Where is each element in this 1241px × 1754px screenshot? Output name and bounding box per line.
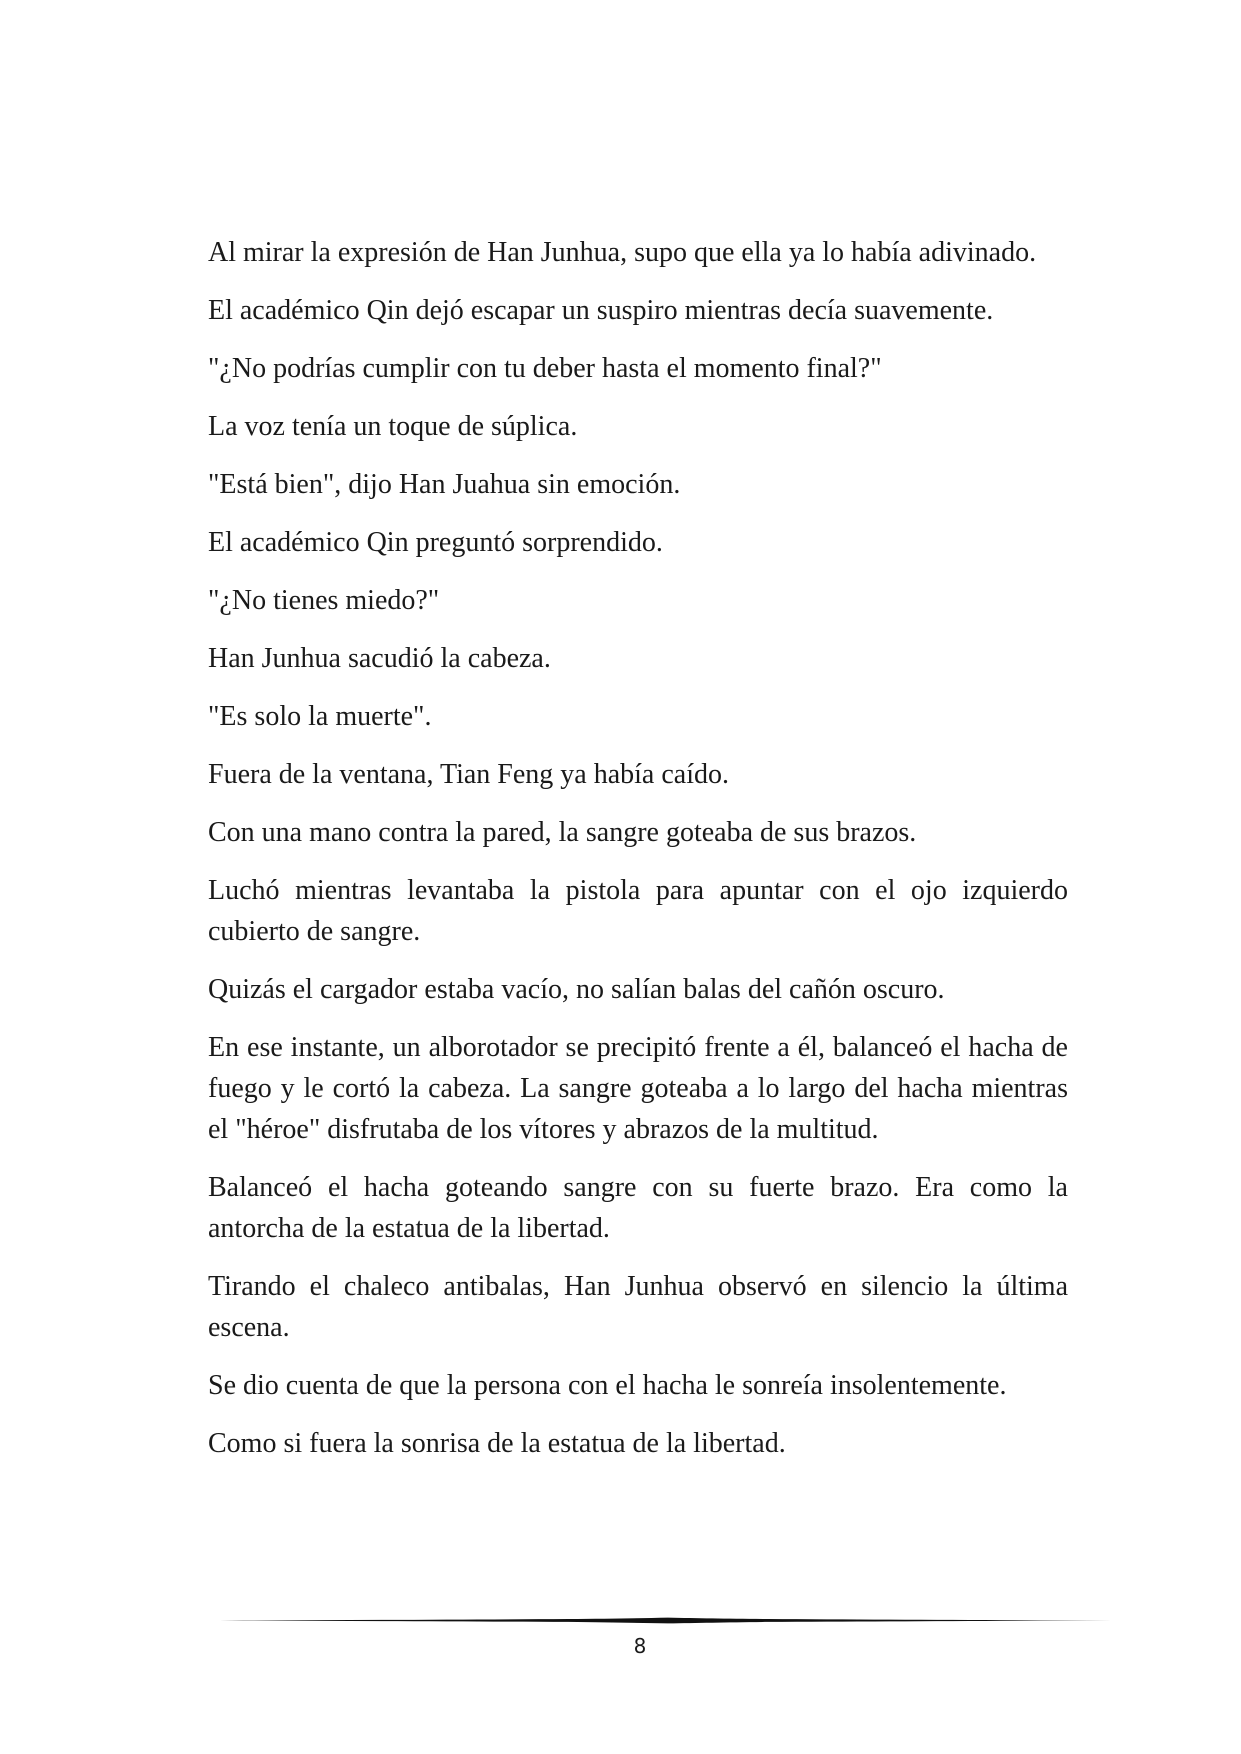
body-text — [208, 232, 1068, 1481]
page-number: 8 — [633, 1634, 647, 1658]
paragraph: En ese instante, un alborotador se precipitó frente a él, balanceó el hacha de fuego y le cortó la cabeza. La sangre goteaba a lo largo del hacha mientras el "héroe" disfrutaba de los vítores y abrazos de la multitud. — [208, 1032, 1068, 1145]
paragraph: Fuera de la ventana, Tian Feng ya había caído. — [208, 759, 729, 790]
paragraph: Como si fuera la sonrisa de la estatua de la libertad. — [208, 1428, 786, 1459]
paragraph: La voz tenía un toque de súplica. — [208, 411, 578, 442]
paragraph: Tirando el chaleco antibalas, Han Junhua observó en silencio la última escena. — [208, 1271, 1068, 1343]
paragraph: El académico Qin dejó escapar un suspiro mientras decía suavemente. — [208, 295, 994, 326]
paragraph: "¿No tienes miedo?" — [208, 585, 440, 616]
footer-rule — [208, 1614, 1112, 1628]
paragraph: Han Junhua sacudió la cabeza. — [208, 643, 551, 674]
footer-rule-shape — [208, 1618, 1112, 1624]
paragraph: Balanceó el hacha goteando sangre con su fuerte brazo. Era como la antorcha de la estatua de la libertad. — [208, 1172, 1068, 1244]
paragraph: Luchó mientras levantaba la pistola para apuntar con el ojo izquierdo cubierto de sangre. — [208, 875, 1068, 947]
paragraph: Quizás el cargador estaba vacío, no salían balas del cañón oscuro. — [208, 974, 945, 1005]
paragraph: El académico Qin preguntó sorprendido. — [208, 527, 663, 558]
paragraph: Se dio cuenta de que la persona con el hacha le sonreía insolentemente. — [208, 1370, 1007, 1401]
paragraph: "¿No podrías cumplir con tu deber hasta el momento final?" — [208, 353, 882, 384]
paragraph: "Está bien", dijo Han Juahua sin emoción. — [208, 469, 681, 500]
paragraph: Con una mano contra la pared, la sangre goteaba de sus brazos. — [208, 817, 917, 848]
paragraph: Al mirar la expresión de Han Junhua, supo que ella ya lo había adivinado. — [208, 237, 1037, 268]
paragraph: "Es solo la muerte". — [208, 701, 432, 732]
